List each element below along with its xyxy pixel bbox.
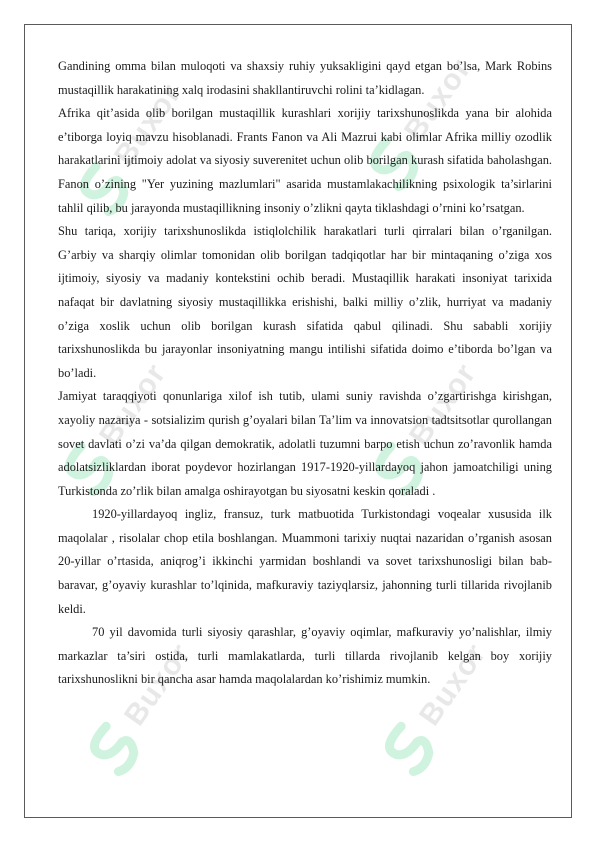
paragraph: Jamiyat taraqqiyoti qonunlariga xilof ish tutib, ulami suniy ravishda o’zgartirishga kirishgan, xayoliy nazariya - sotsializim qurish g’oyalari bilan Ta’lim va innovatsion tadtsitsotlar qurollangan sovet davlati o’zi va’da qilgan demokratik, adolatli tuzumni barpo etish uchun zo’ravonlik hamda adolatsizliklardan iborat poydevor hozirlangan 1917-1920-yillardayoq jahon jamoatchiligi uning Turkistonda zo’rlik bilan amalga oshirayotgan bu siyosatni keskin qoraladi . xyxy=(58,389,552,498)
document-body xyxy=(58,52,552,692)
paragraph: Afrika qit’asida olib borilgan mustaqillik kurashlari xorijiy tarixshunoslikda yana bir alohida e’tiborga loyiq mavzu hisoblanadi. Frants Fanon va Ali Mazrui kabi olimlar Afrika milliy ozodlik harakatlarini ijtimoiy adolat va siyosiy suverenitet uchun olib borilgan kurash sifatida baholashgan. Fanon o’zining "Yer yuzining mazlumlari" asarida mustamlakachilikning psixologik ta’sirlarini tahlil qilib, bu jarayonda mustaqillikning insoniy o’zlikni qayta tiklashdagi o’rnini ko’rsatgan. xyxy=(58,106,552,215)
paragraph: 70 yil davomida turli siyosiy qarashlar, g’oyaviy oqimlar, mafkuraviy yo’nalishlar, ilmiy markazlar ta’siri ostida, turli mamlakatlarda, turli tillarda rivojlanib kelgan boy xorijiy tarixshunoslikni bir qancha asar hamda maqolalardan ko’rishimiz mumkin. xyxy=(58,625,552,687)
watermark-text: Buxor xyxy=(413,637,493,732)
watermark-text: Buxor xyxy=(118,637,198,732)
watermark-text: Buxor xyxy=(108,77,188,172)
watermark-text: Buxor xyxy=(403,357,483,452)
paragraph: 1920-yillardayoq ingliz, fransuz, turk matbuotida Turkistondagi voqealar xususida ilk maqolalar , risolalar chop etila boshlangan. Muammoni tarixiy nuqtai nazaridan o’rganish asosan 20-yillar o’rtasida, aniqrog’i ikkinchi yarmidan boshlandi va sovet tarixshunosligi bilan bab-baravar, g’oyaviy kurashlar to’lqinida, mafkuraviy taziyqlarsiz, jahonning turli tillarida rivojlanib keldi. xyxy=(58,507,552,616)
watermark-text: Buxor xyxy=(398,52,478,147)
paragraph: Gandining omma bilan muloqoti va shaxsiy ruhiy yuksakligini qayd etgan bo’lsa, Mark Robins mustaqillik harakatining xalq irodasini shakllantiruvchi rolini ta’kidlagan. xyxy=(58,59,552,97)
watermark-text: Buxor xyxy=(93,357,173,452)
paragraph: Shu tariqa, xorijiy tarixshunoslikda istiqlolchilik harakatlari turli qirralari bilan o’rganilgan. G’arbiy va sharqiy olimlar tomonidan olib borilgan tadqiqotlar har bir mintaqaning o’ziga xos ijtimoiy, siyosiy va madaniy kontekstini ochib beradi. Mustaqillik harakati insoniyat tarixida nafaqat bir davlatning siyosiy mustaqillikka erishishi, balki milliy o’zlik, hurriyat va madaniy o’ziga xoslik uchun olib borilgan kurash sifatida qabul qilinadi. Shu sababli xorijiy tarixshunoslikda bu jarayonlar insoniyatning mangu intilishi sifatida doimo e’tiborda bo’lgan va bo’ladi. xyxy=(58,224,552,380)
